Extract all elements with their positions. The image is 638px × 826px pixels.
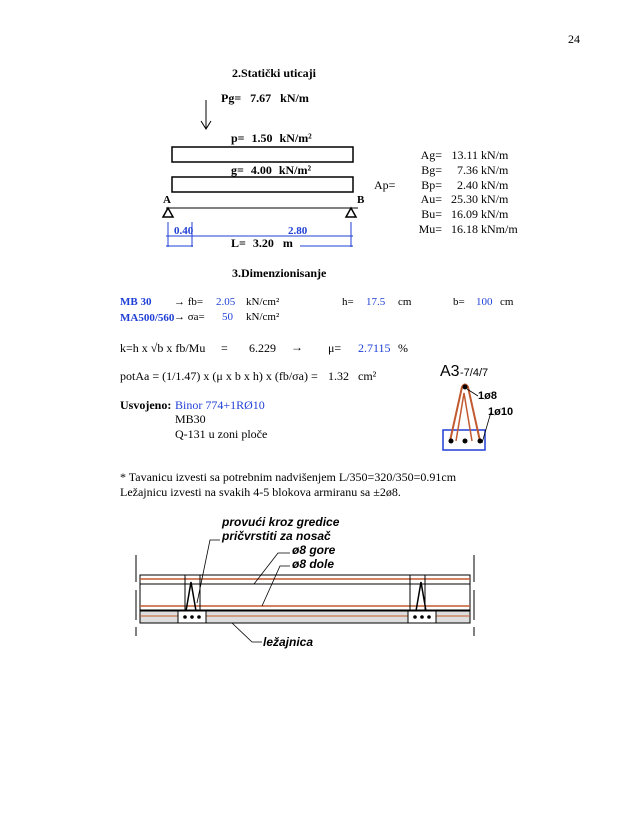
h-label: h= xyxy=(342,296,354,308)
result-value: 16.18 xyxy=(451,221,478,236)
p-unit: kN/m² xyxy=(279,131,312,145)
sigma-label: → σa= xyxy=(174,311,205,323)
truss-top-bar-label: 1ø8 xyxy=(478,390,497,402)
sigma-unit: kN/cm² xyxy=(246,311,280,323)
note-1: * Tavanicu izvesti sa potrebnim nadvišenjem L/350=320/350=0.91cm xyxy=(120,470,457,484)
g-label: g= xyxy=(231,163,244,177)
mb-label: MB 30 xyxy=(120,296,152,308)
p-label: p= xyxy=(231,131,245,145)
usvojeno-line-2: MB30 xyxy=(175,412,206,426)
detail-label-1: provući kroz gredice xyxy=(222,515,340,529)
truss-title: A3 xyxy=(440,363,460,380)
result-label: Mu= xyxy=(418,221,442,236)
support-b-label: B xyxy=(357,194,365,206)
usvojeno-line-1: Binor 774+1RØ10 xyxy=(175,398,265,412)
support-a-label: A xyxy=(163,194,171,206)
sigma-value: 50 xyxy=(222,311,233,323)
pot-unit: cm² xyxy=(358,369,377,383)
fb-label: → fb= xyxy=(174,296,204,308)
result-unit: kN/m xyxy=(481,162,509,177)
pot-formula: potAa = (1/1.47) x (μ x b x h) x (fb/σa) = xyxy=(120,369,318,383)
p-value: 1.50 xyxy=(251,131,273,145)
result-label: Bg= xyxy=(421,162,442,177)
k-equals: = xyxy=(221,341,228,355)
ap-label: Ap= xyxy=(374,178,396,192)
fb-unit: kN/cm² xyxy=(246,296,280,308)
result-value: 7.36 xyxy=(457,162,478,177)
section-title-static-loads: 2.Statički uticaji xyxy=(232,66,316,80)
result-unit: kN/m xyxy=(481,177,509,192)
result-label: Au= xyxy=(420,192,442,207)
detail-label-5: ležajnica xyxy=(263,635,314,649)
result-value: 13.11 xyxy=(451,148,478,162)
l-value: 3.20 xyxy=(252,236,274,250)
dim-right-value: 2.80 xyxy=(288,225,308,237)
l-unit: m xyxy=(282,236,293,250)
result-label: Ag= xyxy=(420,148,442,162)
result-label: Bp= xyxy=(421,177,442,192)
result-unit: kN/m xyxy=(481,148,509,162)
k-value: 6.229 xyxy=(249,341,276,355)
pot-value: 1.32 xyxy=(328,369,349,383)
mu-value: 2.7115 xyxy=(358,341,391,355)
g-value: 4.00 xyxy=(250,163,272,177)
h-value: 17.5 xyxy=(366,296,386,308)
h-unit: cm xyxy=(398,296,412,308)
dim-left-value: 0.40 xyxy=(174,225,194,237)
pg-label: Pg= xyxy=(221,91,242,105)
mu-unit: % xyxy=(398,341,408,355)
mu-label: μ= xyxy=(328,341,342,355)
detail-label-3: ø8 gore xyxy=(292,543,336,557)
b-unit: cm xyxy=(500,296,514,308)
result-value: 25.30 xyxy=(451,192,478,207)
result-unit: kNm/m xyxy=(481,221,518,236)
result-value: 2.40 xyxy=(457,177,478,192)
usvojeno-label: Usvojeno: xyxy=(120,398,172,412)
b-value: 100 xyxy=(476,296,493,308)
result-unit: kN/m xyxy=(481,192,509,207)
pg-value: 7.67 xyxy=(250,91,272,105)
usvojeno-line-3: Q-131 u zoni ploče xyxy=(175,427,268,441)
b-label: b= xyxy=(453,296,465,308)
truss-subtitle: -7/4/7 xyxy=(460,367,489,379)
detail-label-4: ø8 dole xyxy=(292,557,335,571)
result-label: Bu= xyxy=(421,207,442,222)
k-arrow: → xyxy=(291,340,303,354)
truss-bottom-bar-label: 1ø10 xyxy=(488,406,514,418)
detail-label-2: pričvrstiti za nosač xyxy=(222,529,331,543)
page-number: 24 xyxy=(568,32,580,46)
g-unit: kN/m² xyxy=(278,163,312,177)
fb-value: 2.05 xyxy=(216,296,236,308)
l-label: L= xyxy=(231,236,246,250)
pg-unit: kN/m xyxy=(280,91,309,105)
result-unit: kN/m xyxy=(481,207,509,222)
k-formula: k=h x √b x fb/Mu xyxy=(120,341,206,355)
result-value: 16.09 xyxy=(451,207,478,222)
note-2: Ležajnicu izvesti na svakih 4-5 blokova armiranu sa ±2ø8. xyxy=(120,485,401,499)
ma-label: MA500/560 xyxy=(120,312,175,324)
section-title-dimensioning: 3.Dimenzionisanje xyxy=(232,266,327,280)
